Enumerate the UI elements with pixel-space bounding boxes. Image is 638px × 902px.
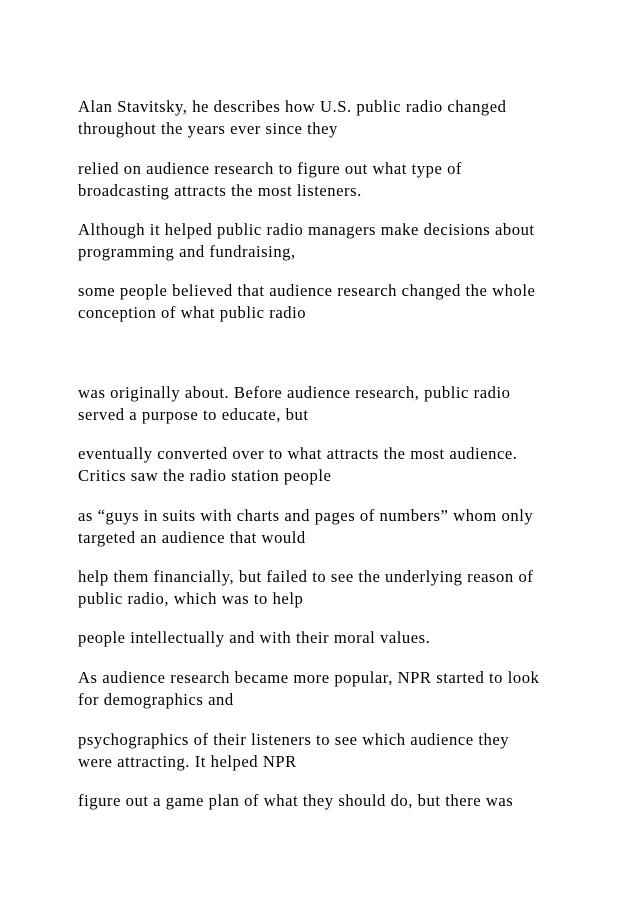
text-line: throughout the years ever since they [78, 119, 338, 138]
paragraph-10 [78, 667, 578, 711]
paragraph-1 [78, 96, 578, 140]
paragraph-8 [78, 566, 578, 610]
text-line: was originally about. Before audience research, public radio [78, 383, 511, 402]
text-line: broadcasting attracts the most listeners. [78, 181, 362, 200]
text-line: as “guys in suits with charts and pages of numbers” whom only [78, 506, 534, 525]
text-line: public radio, which was to help [78, 589, 304, 608]
text-line: help them financially, but failed to see the underlying reason of [78, 567, 534, 586]
text-line: eventually converted over to what attracts the most audience. [78, 444, 518, 463]
text-line: some people believed that audience research changed the whole [78, 281, 536, 300]
text-line: targeted an audience that would [78, 528, 306, 547]
paragraph-9 [78, 627, 578, 649]
text-line: served a purpose to educate, but [78, 405, 309, 424]
paragraph-5 [78, 382, 578, 426]
text-line: programming and fundraising, [78, 242, 296, 261]
text-line: psychographics of their listeners to see which audience they [78, 730, 510, 749]
text-line: relied on audience research to figure out what type of [78, 159, 463, 178]
text-line: figure out a game plan of what they should do, but there was [78, 791, 514, 810]
text-line: Although it helped public radio managers make decisions about [78, 220, 535, 239]
text-line: for demographics and [78, 690, 234, 709]
paragraph-11 [78, 729, 578, 773]
paragraph-3 [78, 219, 578, 263]
text-line: Alan Stavitsky, he describes how U.S. public radio changed [78, 97, 507, 116]
text-line: people intellectually and with their moral values. [78, 628, 431, 647]
text-line: Critics saw the radio station people [78, 466, 332, 485]
text-line: were attracting. It helped NPR [78, 752, 297, 771]
paragraph-2 [78, 158, 578, 202]
text-line: conception of what public radio [78, 303, 307, 322]
paragraph-4 [78, 280, 578, 324]
text-line: As audience research became more popular, NPR started to look [78, 668, 540, 687]
paragraph-12 [78, 790, 578, 812]
paragraph-6 [78, 443, 578, 487]
paragraph-7 [78, 505, 578, 549]
